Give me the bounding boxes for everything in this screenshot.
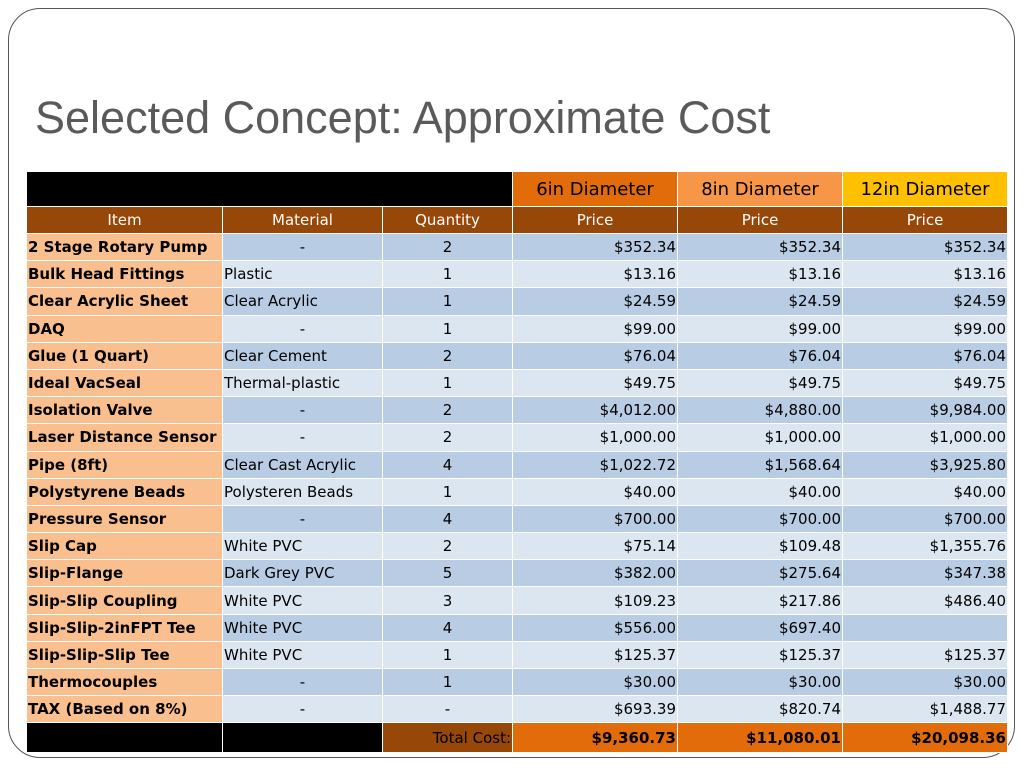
table-title-row: [27, 172, 1008, 207]
price-6in-cell: $75.14: [513, 533, 678, 560]
material-cell: -: [223, 315, 383, 342]
material-cell: Clear Cast Acrylic: [223, 451, 383, 478]
item-cell: DAQ: [27, 315, 223, 342]
price-8in-cell: $99.00: [678, 315, 843, 342]
table-row: [27, 478, 1008, 505]
material-cell: -: [223, 696, 383, 723]
total-8in-value: $11,080.01: [678, 723, 843, 753]
total-blank-cell: [223, 723, 383, 753]
quantity-cell: 2: [383, 397, 513, 424]
price-12in-cell: $9,984.00: [843, 397, 1008, 424]
price-8in-cell: $24.59: [678, 288, 843, 315]
material-cell: White PVC: [223, 587, 383, 614]
table-row: [27, 641, 1008, 668]
price-12in-cell: $1,355.76: [843, 533, 1008, 560]
quantity-cell: -: [383, 696, 513, 723]
price-8in-cell: $217.86: [678, 587, 843, 614]
price-12in-cell: $40.00: [843, 478, 1008, 505]
material-cell: -: [223, 505, 383, 532]
price-8in-cell: $76.04: [678, 342, 843, 369]
quantity-cell: 1: [383, 478, 513, 505]
column-header-price-8in: Price: [678, 207, 843, 234]
price-12in-cell: $24.59: [843, 288, 1008, 315]
price-8in-cell: $352.34: [678, 234, 843, 261]
price-6in-cell: $1,022.72: [513, 451, 678, 478]
item-cell: Pipe (8ft): [27, 451, 223, 478]
material-cell: Plastic: [223, 261, 383, 288]
price-8in-cell: $275.64: [678, 560, 843, 587]
quantity-cell: 1: [383, 669, 513, 696]
quantity-cell: 2: [383, 234, 513, 261]
price-6in-cell: $76.04: [513, 342, 678, 369]
item-cell: Clear Acrylic Sheet: [27, 288, 223, 315]
price-6in-cell: $4,012.00: [513, 397, 678, 424]
table-row: [27, 560, 1008, 587]
quantity-cell: 4: [383, 505, 513, 532]
price-12in-cell: $347.38: [843, 560, 1008, 587]
quantity-cell: 2: [383, 424, 513, 451]
column-header-quantity: Quantity: [383, 207, 513, 234]
price-6in-cell: $30.00: [513, 669, 678, 696]
material-cell: -: [223, 669, 383, 696]
price-6in-cell: $693.39: [513, 696, 678, 723]
price-8in-cell: $1,000.00: [678, 424, 843, 451]
item-cell: Slip-Slip-2inFPT Tee: [27, 614, 223, 641]
quantity-cell: 1: [383, 261, 513, 288]
material-cell: -: [223, 234, 383, 261]
price-6in-cell: $40.00: [513, 478, 678, 505]
table-row: [27, 451, 1008, 478]
item-cell: TAX (Based on 8%): [27, 696, 223, 723]
price-6in-cell: $13.16: [513, 261, 678, 288]
material-cell: Clear Cement: [223, 342, 383, 369]
price-6in-cell: $556.00: [513, 614, 678, 641]
item-cell: Slip-Slip Coupling: [27, 587, 223, 614]
price-8in-cell: $820.74: [678, 696, 843, 723]
column-header-price-6in: Price: [513, 207, 678, 234]
quantity-cell: 4: [383, 614, 513, 641]
price-6in-cell: $125.37: [513, 641, 678, 668]
table-row: [27, 696, 1008, 723]
price-6in-cell: $352.34: [513, 234, 678, 261]
price-12in-cell: $125.37: [843, 641, 1008, 668]
table-row: [27, 315, 1008, 342]
table-title: 30ft Drop Tower Pricing: [27, 172, 513, 207]
total-blank-cell: [27, 723, 223, 753]
item-cell: Bulk Head Fittings: [27, 261, 223, 288]
price-8in-cell: $4,880.00: [678, 397, 843, 424]
item-cell: Slip-Flange: [27, 560, 223, 587]
material-cell: Polysteren Beads: [223, 478, 383, 505]
price-12in-cell: $76.04: [843, 342, 1008, 369]
price-12in-cell: $30.00: [843, 669, 1008, 696]
price-12in-cell: $13.16: [843, 261, 1008, 288]
price-6in-cell: $109.23: [513, 587, 678, 614]
item-cell: Slip-Slip-Slip Tee: [27, 641, 223, 668]
total-cost-label: Total Cost:: [383, 723, 513, 753]
material-cell: White PVC: [223, 614, 383, 641]
item-cell: Pressure Sensor: [27, 505, 223, 532]
table-row: [27, 288, 1008, 315]
price-8in-cell: $40.00: [678, 478, 843, 505]
quantity-cell: 4: [383, 451, 513, 478]
diameter-6in-header: 6in Diameter: [513, 172, 678, 207]
item-cell: 2 Stage Rotary Pump: [27, 234, 223, 261]
item-cell: Slip Cap: [27, 533, 223, 560]
table-row: [27, 397, 1008, 424]
price-12in-cell: $1,488.77: [843, 696, 1008, 723]
column-header-row: [27, 207, 1008, 234]
price-8in-cell: $30.00: [678, 669, 843, 696]
column-header-item: Item: [27, 207, 223, 234]
table-row: [27, 342, 1008, 369]
quantity-cell: 1: [383, 369, 513, 396]
material-cell: White PVC: [223, 641, 383, 668]
price-6in-cell: $24.59: [513, 288, 678, 315]
price-12in-cell: $1,000.00: [843, 424, 1008, 451]
table-row: [27, 587, 1008, 614]
quantity-cell: 1: [383, 641, 513, 668]
price-8in-cell: $1,568.64: [678, 451, 843, 478]
quantity-cell: 1: [383, 288, 513, 315]
material-cell: -: [223, 424, 383, 451]
column-header-price-12in: Price: [843, 207, 1008, 234]
price-8in-cell: $109.48: [678, 533, 843, 560]
price-6in-cell: $700.00: [513, 505, 678, 532]
item-cell: Isolation Valve: [27, 397, 223, 424]
slide-title: Selected Concept: Approximate Cost: [35, 92, 771, 143]
material-cell: Clear Acrylic: [223, 288, 383, 315]
price-8in-cell: $700.00: [678, 505, 843, 532]
total-6in-value: $9,360.73: [513, 723, 678, 753]
item-cell: Ideal VacSeal: [27, 369, 223, 396]
material-cell: White PVC: [223, 533, 383, 560]
item-cell: Polystyrene Beads: [27, 478, 223, 505]
cost-table: [26, 171, 1008, 753]
price-8in-cell: $125.37: [678, 641, 843, 668]
price-12in-cell: [843, 614, 1008, 641]
price-6in-cell: $1,000.00: [513, 424, 678, 451]
price-12in-cell: $700.00: [843, 505, 1008, 532]
total-12in-value: $20,098.36: [843, 723, 1008, 753]
price-12in-cell: $49.75: [843, 369, 1008, 396]
price-8in-cell: $697.40: [678, 614, 843, 641]
price-8in-cell: $49.75: [678, 369, 843, 396]
material-cell: -: [223, 397, 383, 424]
diameter-8in-header: 8in Diameter: [678, 172, 843, 207]
price-8in-cell: $13.16: [678, 261, 843, 288]
price-12in-cell: $486.40: [843, 587, 1008, 614]
table-row: [27, 369, 1008, 396]
quantity-cell: 2: [383, 342, 513, 369]
diameter-12in-header: 12in Diameter: [843, 172, 1008, 207]
table-row: [27, 533, 1008, 560]
price-12in-cell: $99.00: [843, 315, 1008, 342]
table-row: [27, 505, 1008, 532]
table-row: [27, 614, 1008, 641]
item-cell: Glue (1 Quart): [27, 342, 223, 369]
table-row: [27, 234, 1008, 261]
table-row: [27, 424, 1008, 451]
column-header-material: Material: [223, 207, 383, 234]
quantity-cell: 2: [383, 533, 513, 560]
material-cell: Dark Grey PVC: [223, 560, 383, 587]
price-6in-cell: $99.00: [513, 315, 678, 342]
quantity-cell: 3: [383, 587, 513, 614]
item-cell: Thermocouples: [27, 669, 223, 696]
total-row: [27, 723, 1008, 753]
price-6in-cell: $382.00: [513, 560, 678, 587]
quantity-cell: 1: [383, 315, 513, 342]
price-12in-cell: $3,925.80: [843, 451, 1008, 478]
material-cell: Thermal-plastic: [223, 369, 383, 396]
price-6in-cell: $49.75: [513, 369, 678, 396]
price-12in-cell: $352.34: [843, 234, 1008, 261]
table-row: [27, 261, 1008, 288]
quantity-cell: 5: [383, 560, 513, 587]
table-row: [27, 669, 1008, 696]
item-cell: Laser Distance Sensor: [27, 424, 223, 451]
